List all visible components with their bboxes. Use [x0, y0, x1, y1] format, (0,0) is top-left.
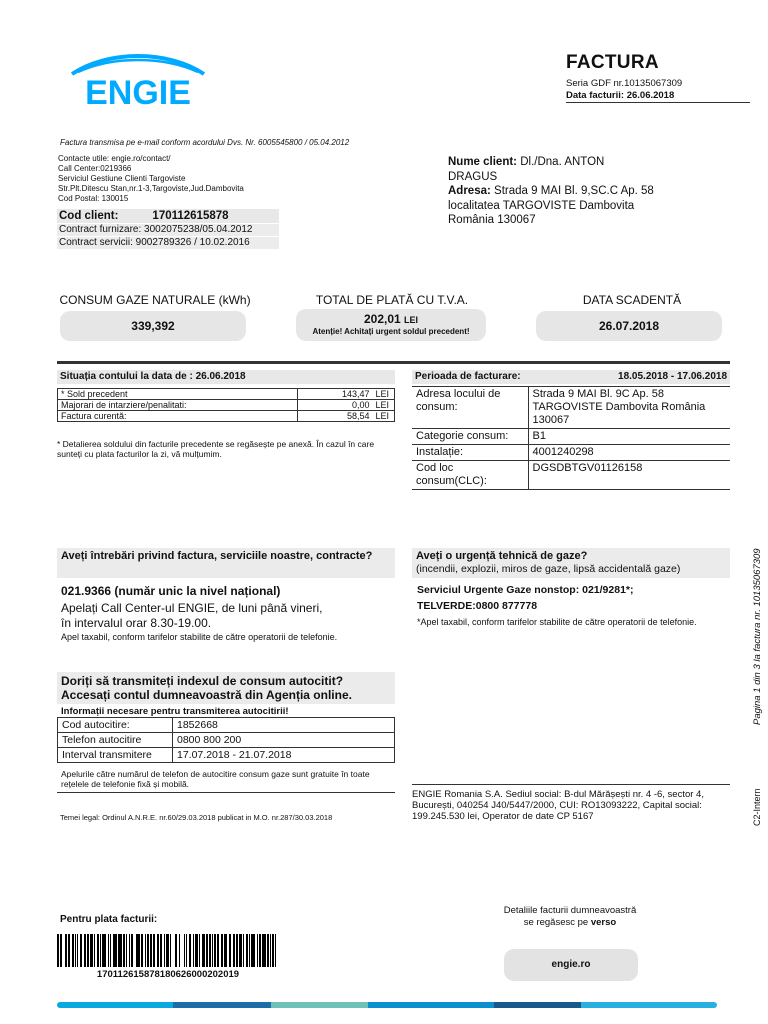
page-number: Pagina 1 din 3 la factura nr. 10135067309 — [752, 548, 763, 725]
total-unit: LEI — [404, 315, 419, 325]
self-reading-title: Doriți să transmiteți indexul de consum autocitit? Accesați contul dumneavoastră din Agenția online. — [57, 672, 395, 704]
address-line: România 130067 — [448, 214, 536, 226]
emergency-note: *Apel taxabil, conform tarifelor stabilite de către operatorii de telefonie. — [417, 617, 697, 627]
table-row: Instalație: 4001240298 — [412, 445, 730, 461]
client-code-label: Cod client: — [59, 210, 119, 222]
self-reading-info: Informații necesare pentru transmiterea autocitirii! — [61, 706, 289, 717]
table-row: Telefon autocitire 0800 800 200 — [58, 733, 395, 748]
consumption-value: 339,392 — [60, 311, 246, 341]
table-row: Interval transmitere 17.07.2018 - 21.07.2018 — [58, 748, 395, 763]
invoice-details-note: Detaliile facturii dumneavoastră se regăsesc pe verso — [503, 905, 637, 928]
billing-period-label: Perioada de facturare: — [415, 371, 521, 382]
table-row: Majorari de intarziere/penalitati: 0,00 LEI — [58, 400, 395, 411]
footer-color-bar — [57, 1002, 717, 1008]
invoice-series: Seria GDF nr.10135067309 — [566, 78, 683, 89]
client-block — [448, 155, 738, 228]
client-code — [57, 209, 279, 223]
payment-label: Pentru plata facturii: — [60, 914, 158, 925]
toll-free-phone: TELVERDE:0800 877778 — [417, 600, 538, 612]
address-line: localitatea TARGOVISTE Dambovita — [448, 199, 635, 212]
self-reading-note: Apelurile către numărul de telefon de autocitire consum gaze sunt gratuite în toate rețelele de telefonie fixă și mobilă. — [57, 769, 395, 793]
consumption-label: CONSUM GAZE NATURALE (kWh) — [59, 293, 251, 307]
address-label: Adresa: — [448, 185, 491, 197]
contact-line: Contacte utile: engie.ro/contact/ — [58, 154, 171, 163]
due-date-label: DATA SCADENTĂ — [582, 293, 682, 307]
client-name-2: DRAGUS — [448, 170, 498, 183]
table-row: * Sold precedent 143,47 LEI — [58, 389, 395, 400]
billing-period — [412, 370, 730, 384]
invoice-title: FACTURA — [566, 52, 659, 73]
contact-block — [58, 154, 244, 204]
account-status-table — [57, 388, 395, 422]
logo-text: ENGIE — [85, 74, 191, 110]
questions-title: Aveți întrebări privind factura, serviciile noastre, contracte? — [57, 548, 395, 578]
table-row: Cod loc consum(CLC): DGSDBTGV01126158 — [412, 461, 730, 490]
company-info: ENGIE Romania S.A. Sediul social: B-dul Mărășești nr. 4 -6, sector 4, București, 040254 J40/5447/2000, CUI: RO13093222, Capital social: 199.245.530 lei, Operator de date CP 5167 — [412, 784, 730, 822]
classification-label: C2-Intern — [752, 788, 762, 826]
legal-basis: Temei legal: Ordinul A.N.R.E. nr.60/29.03.2018 publicat in M.O. nr.287/30.03.2018 — [60, 813, 333, 822]
barcode-number: 170112615878180626000202019 — [96, 969, 240, 980]
client-name-label: Nume client: — [448, 156, 518, 168]
call-center-number: 021.9366 (număr unic la nivel național) — [61, 584, 281, 598]
call-center-hours: Apelați Call Center-ul ENGIE, de luni până vineri, în intervalul orar 8.30-19.00. — [61, 601, 323, 630]
total-label: TOTAL DE PLATĂ CU T.V.A. — [315, 293, 469, 307]
table-row: Cod autocitire: 1852668 — [58, 718, 395, 733]
client-code-value: 170112615878 — [152, 210, 229, 222]
total-value: 202,01 — [363, 312, 401, 326]
contract-services: Contract servicii: 9002789326 / 10.02.2016 — [57, 237, 279, 249]
emergency-title: Aveți o urgență tehnică de gaze? (incendii, explozii, miros de gaze, lipsă accidentală gaze) — [412, 548, 730, 578]
contact-line: Str.Plt.Ditescu Stan,nr.1-3,Targoviste,Jud.Dambovita — [58, 184, 244, 193]
contact-line: Serviciul Gestiune Clienti Targoviste — [58, 174, 186, 183]
account-status-title: Situația contului la data de : 26.06.2018 — [57, 370, 395, 384]
total-box — [296, 309, 486, 341]
table-row: Adresa locului de consum: Strada 9 MAI Bl. 9C Ap. 58 TARGOVISTE Dambovita România 130067 — [412, 387, 730, 429]
consumption-place-table — [412, 386, 730, 490]
email-note: Factura transmisa pe e-mail conform acordului Dvs. Nr. 6005545800 / 05.04.2012 — [60, 138, 350, 147]
website-button[interactable]: engie.ro — [504, 949, 638, 981]
contract-supply: Contract furnizare: 3002075238/05.04.2012 — [57, 224, 279, 236]
invoice-date: Data facturii: 26.06.2018 — [566, 90, 750, 103]
table-row: Factura curentă: 58,54 LEI — [58, 411, 395, 422]
table-row: Categorie consum: B1 — [412, 429, 730, 445]
divider — [57, 361, 730, 364]
contact-line: Cod Postal: 130015 — [58, 194, 129, 203]
total-warning: Atenție! Achitați urgent soldul precedent! — [312, 327, 470, 336]
self-reading-table — [57, 717, 395, 763]
engie-logo — [58, 48, 218, 110]
due-date-value: 26.07.2018 — [536, 311, 722, 341]
emergency-phone: Serviciul Urgente Gaze nonstop: 021/9281*; — [417, 584, 634, 596]
contact-line: Call Center:0219366 — [58, 164, 132, 173]
address-line: Strada 9 MAI Bl. 9,SC.C Ap. 58 — [494, 185, 654, 197]
billing-period-value: 18.05.2018 - 17.06.2018 — [618, 371, 727, 382]
call-note: Apel taxabil, conform tarifelor stabilite de către operatorii de telefonie. — [61, 632, 338, 642]
account-note: * Detalierea soldului din facturile precedente se regăsește pe anexă. În cazul în care sunteți cu plata facturilor la zi, vă mulțumim. — [57, 439, 375, 459]
barcode-bar — [276, 934, 278, 967]
client-name: Dl./Dna. ANTON — [520, 156, 605, 168]
payment-barcode — [57, 934, 279, 967]
